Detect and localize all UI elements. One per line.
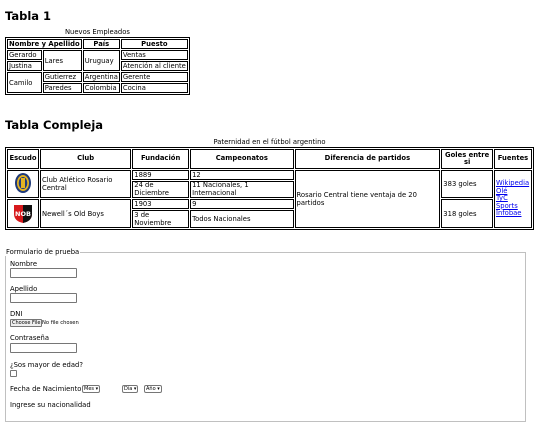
adult-checkbox[interactable] [10, 370, 17, 377]
employees-table [5, 28, 190, 95]
table-row [7, 50, 188, 60]
file-chooser-button[interactable]: Choose File [12, 320, 41, 326]
table1-heading: Tabla 1 [5, 9, 52, 23]
cell-apellido: Gutierrez [43, 72, 82, 82]
nombre-label: Nombre [10, 260, 38, 268]
header-fundacion: Fundación [132, 149, 189, 169]
header-puesto: Puesto [121, 39, 188, 49]
birth-date-label: Fecha de Nacimiento [10, 385, 82, 393]
table-row [7, 199, 532, 209]
header-nombre: Nombre y Apellido [9, 40, 80, 48]
newells-crest-icon [12, 202, 34, 224]
cell-apellido: Paredes [43, 83, 82, 93]
chevron-down-icon: ▾ [95, 386, 99, 392]
form-fieldset [5, 252, 526, 422]
football-table [5, 138, 534, 230]
foundation-date-cell: 24 de Diciembre [132, 181, 189, 198]
header-diferencia: Diferencia de partidos [295, 149, 441, 169]
source-link[interactable]: Infobae [495, 209, 522, 218]
cell-puesto: Ventas [121, 50, 188, 60]
cell-nombre: Camilo [7, 72, 42, 93]
cell-pais: Colombia [83, 83, 120, 93]
rosario-central-crest-icon [14, 172, 32, 194]
source-link[interactable]: Wikipedia [495, 179, 530, 188]
cell-puesto: Cocina [121, 83, 188, 93]
table-header-row [7, 149, 532, 169]
sources-cell [494, 170, 532, 228]
header-pais: País [83, 39, 120, 49]
header-fuentes: Fuentes [494, 149, 532, 169]
titles-count-cell: 12 [190, 170, 293, 180]
rosario-central-crest-cell [7, 170, 39, 198]
year-select[interactable] [144, 385, 162, 393]
month-select-value: Mes [84, 386, 94, 392]
cell-nombre: Justina [7, 61, 42, 71]
header-campeonatos: Campeonatos [190, 149, 293, 169]
source-link[interactable]: Olé [495, 186, 508, 195]
titles-count-cell: 9 [190, 199, 293, 209]
club-name-cell: Club Atlético Rosario Central [40, 170, 131, 198]
month-select[interactable] [82, 385, 100, 393]
header-club: Club [40, 149, 131, 169]
day-select[interactable] [122, 385, 138, 393]
goals-cell: 318 goles [441, 199, 493, 228]
cell-pais: Argentina [84, 73, 118, 81]
cell-apellido: Lares [43, 50, 82, 71]
table2-heading: Tabla Compleja [5, 118, 104, 132]
nombre-input[interactable] [10, 268, 77, 278]
chevron-down-icon: ▾ [133, 386, 137, 392]
age-label: ¿Sos mayor de edad? [10, 361, 83, 369]
source-link[interactable]: TyC Sports [495, 194, 518, 210]
dni-label: DNI [10, 310, 23, 318]
header-escudo: Escudo [7, 149, 39, 169]
password-input[interactable] [10, 343, 77, 353]
file-status: No file chosen [42, 320, 79, 326]
apellido-input[interactable] [10, 293, 77, 303]
club-name-cell: Newell´s Old Boys [40, 199, 131, 228]
foundation-year-cell: 1889 [132, 170, 189, 180]
newells-crest-text: NOB [15, 209, 31, 218]
newells-crest-cell [7, 199, 39, 228]
table-row [7, 72, 188, 82]
employees-caption: Nuevos Empleados [64, 28, 130, 36]
cell-nombre: Gerardo [7, 50, 42, 60]
apellido-label: Apellido [10, 285, 38, 293]
goals-cell: 383 goles [441, 170, 493, 198]
header-goles: Goles entre si [441, 149, 493, 169]
table-header-row [7, 39, 188, 49]
form-legend: Formulario de prueba [6, 248, 80, 256]
cell-puesto: Atención al cliente [122, 62, 186, 70]
difference-cell: Rosario Central tiene ventaja de 20 partidos [295, 170, 441, 228]
titles-detail-cell: Todos Nacionales [190, 210, 293, 228]
foundation-date-cell: 3 de Noviembre [132, 210, 189, 228]
day-select-value: Día [124, 386, 133, 392]
cell-pais: Uruguay [83, 50, 120, 71]
year-select-value: Año [146, 386, 156, 392]
titles-detail-cell: 11 Nacionales, 1 Internacional [190, 181, 293, 198]
nationality-label: Ingrese su nacionalidad [10, 401, 91, 409]
password-label: Contraseña [10, 334, 50, 342]
cell-puesto: Gerente [121, 72, 188, 82]
football-caption: Paternidad en el fútbol argentino [213, 138, 326, 146]
chevron-down-icon: ▾ [157, 386, 160, 392]
table-row [7, 170, 532, 180]
foundation-year-cell: 1903 [132, 199, 189, 209]
